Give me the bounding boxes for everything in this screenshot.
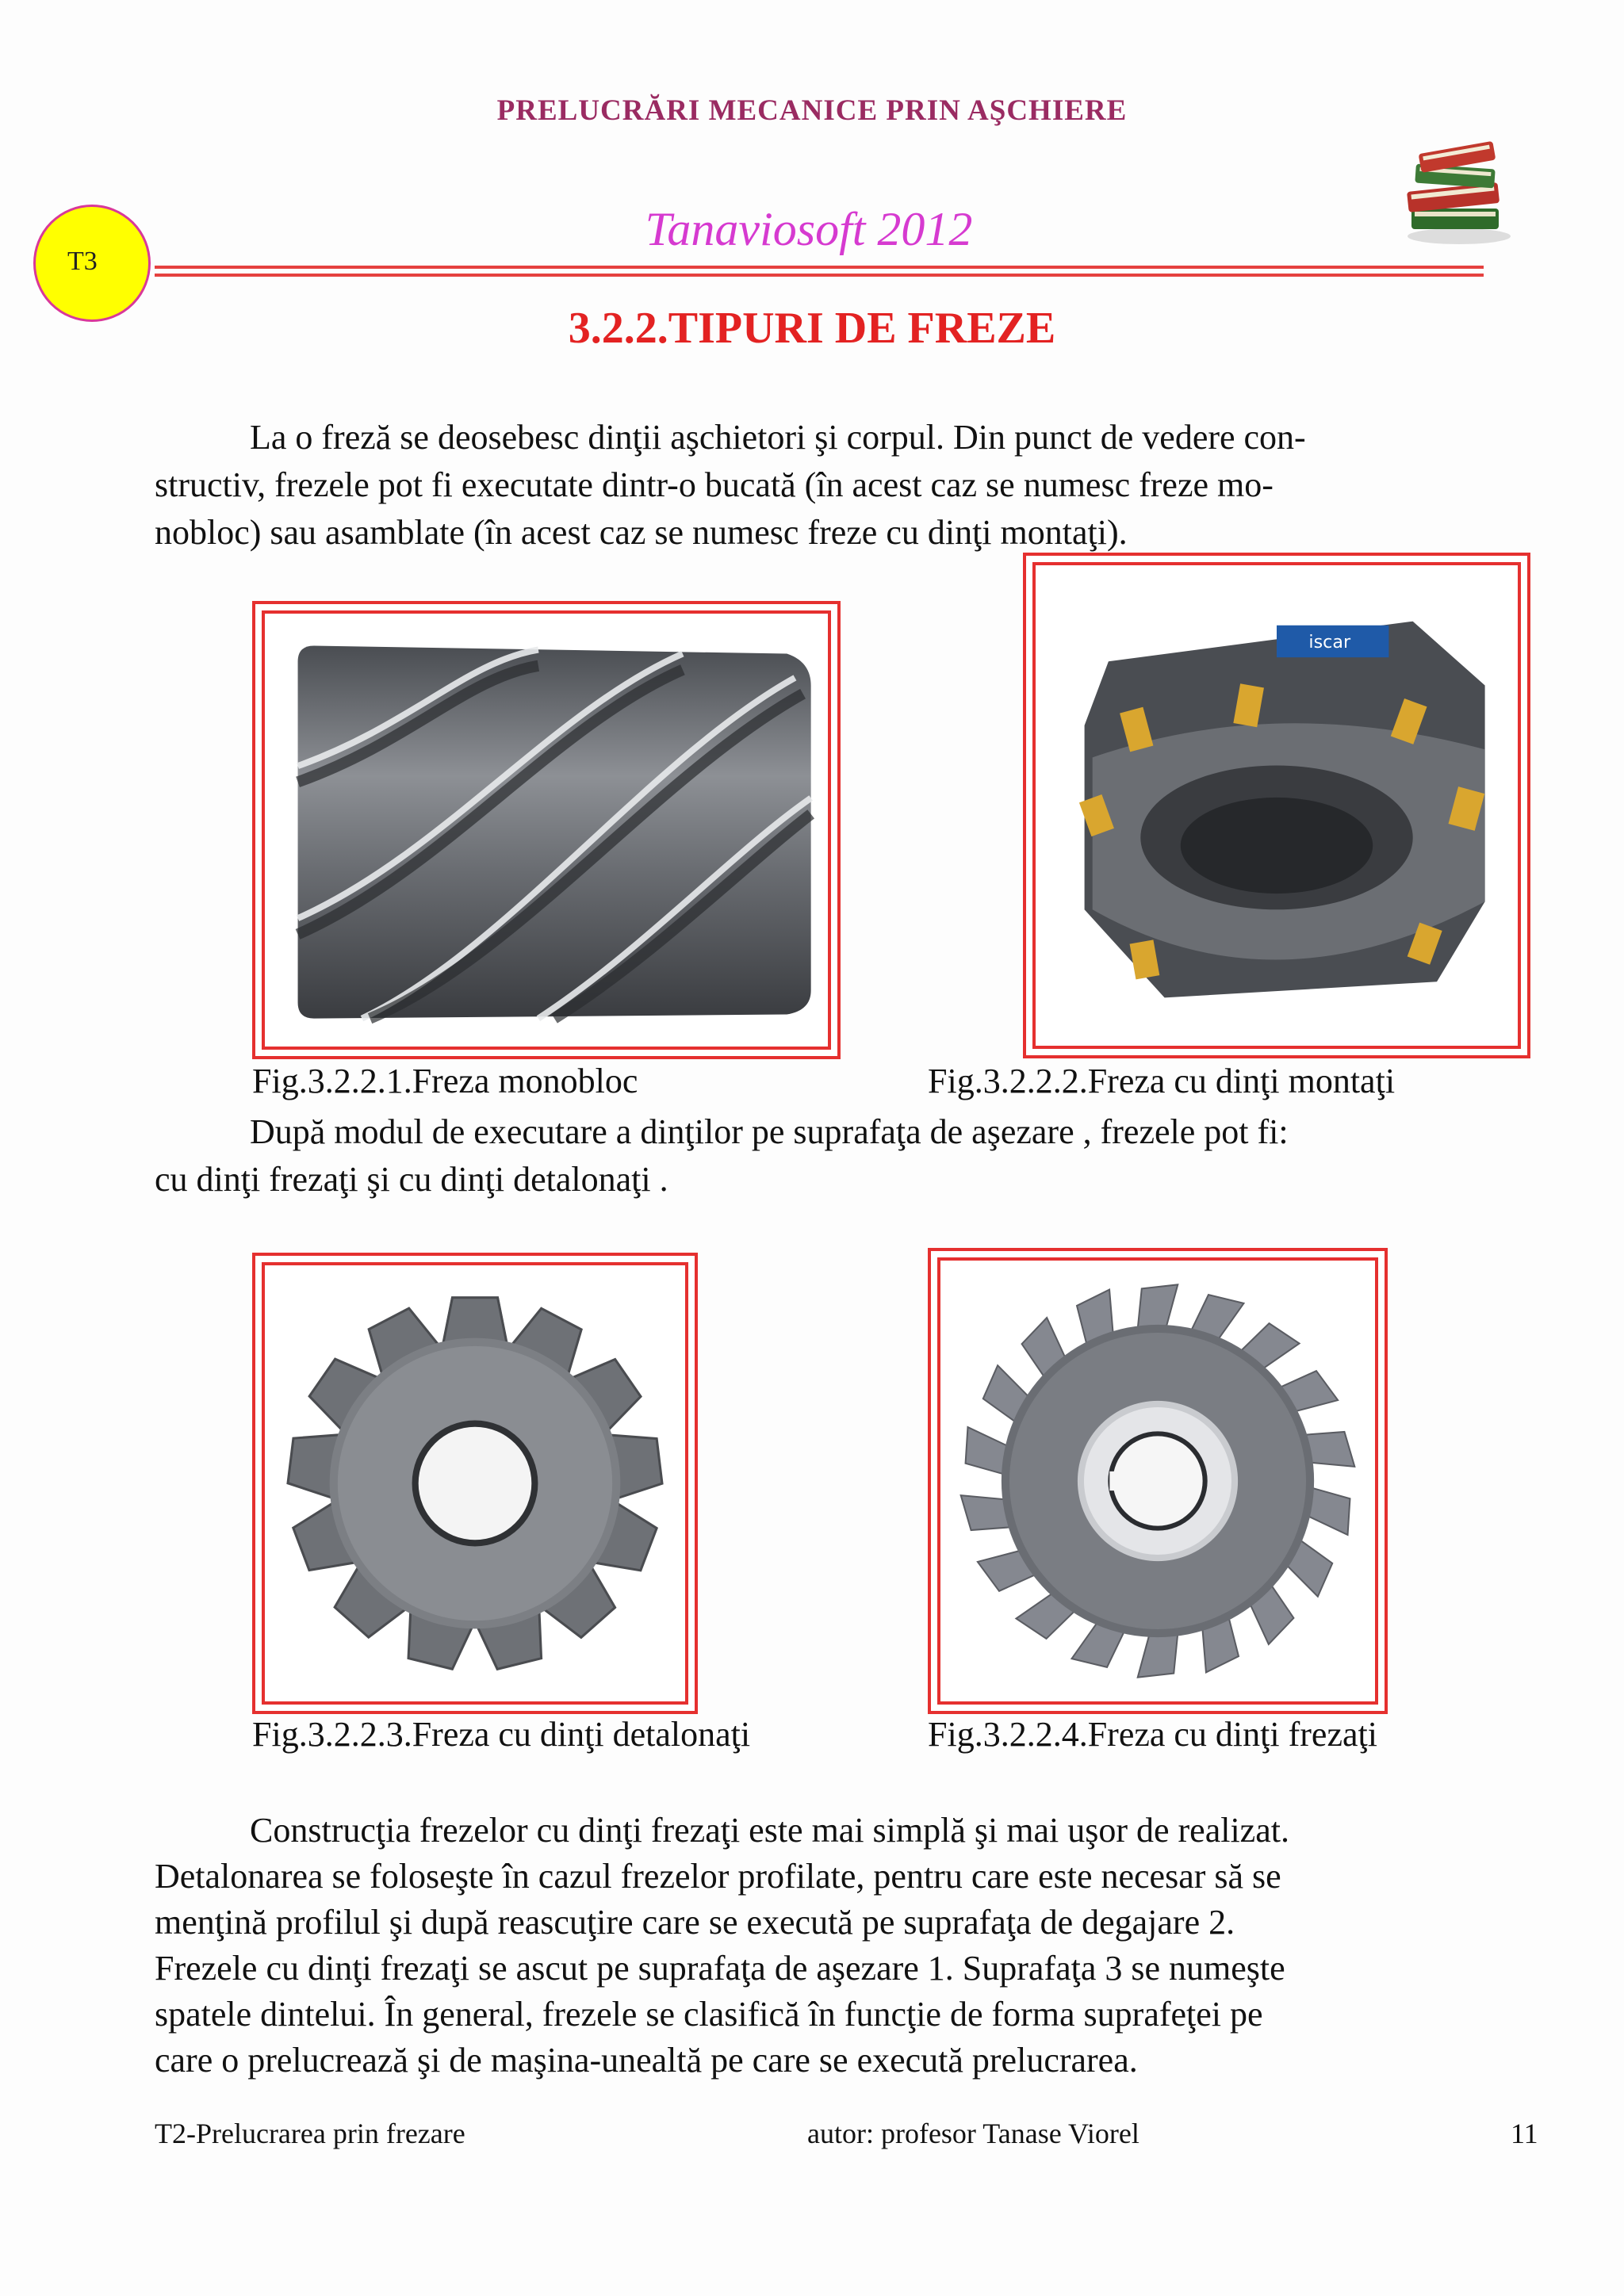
header-rule-bottom	[155, 274, 1484, 277]
helical-mill-icon	[265, 614, 828, 1047]
intro-paragraph	[155, 414, 1519, 557]
figure-2-frame	[1023, 553, 1530, 1058]
final-line: care o prelucrează şi de maşina-unealtă pe care se execută prelucrarea.	[155, 2041, 1138, 2080]
final-paragraph	[155, 1808, 1519, 2084]
running-title: PRELUCRĂRI MECANICE PRIN AŞCHIERE	[496, 94, 1128, 127]
brand-title: Tanaviosoft 2012	[645, 203, 973, 255]
side-milling-cutter-icon	[940, 1261, 1375, 1701]
final-line: Frezele cu dinţi frezaţi se ascut pe suprafaţa de aşezare 1. Suprafaţa 3 se numeşte	[155, 1949, 1285, 1988]
figure-1-frame	[252, 601, 841, 1059]
figure-3-frame	[252, 1253, 698, 1714]
final-line: spatele dintelui. În general, frezele se clasifică în funcţie de forma suprafeţei pe	[155, 1995, 1263, 2034]
figure-1-caption: Fig.3.2.2.1.Freza monobloc	[252, 1062, 638, 1100]
header-rule-top	[155, 266, 1484, 269]
footer-left: T2-Prelucrarea prin frezare	[155, 2118, 465, 2149]
final-line: menţină profilul şi după reascuţire care se execută pe suprafaţa de degajare 2.	[155, 1903, 1235, 1942]
middle-line: cu dinţi frezaţi şi cu dinţi detalonaţi .	[155, 1160, 668, 1199]
form-relieved-cutter-icon	[265, 1265, 685, 1701]
figure-3-caption: Fig.3.2.2.3.Freza cu dinţi detalonaţi	[252, 1715, 751, 1754]
iscar-logo: iscar	[1308, 632, 1351, 653]
page-number: 11	[1511, 2118, 1538, 2149]
intro-line: La o freză se deosebesc dinţii aşchietori şi corpul. Din punct de vedere con-	[250, 418, 1306, 457]
figure-4-frame	[928, 1248, 1388, 1714]
section-title: 3.2.2.TIPURI DE FREZE	[568, 304, 1056, 353]
face-mill-icon	[1036, 565, 1518, 1046]
final-line: Construcţia frezelor cu dinţi frezaţi este mai simplă şi mai uşor de realizat.	[250, 1811, 1289, 1850]
middle-line: După modul de executare a dinţilor pe suprafaţa de aşezare , frezele pot fi:	[250, 1112, 1289, 1151]
topic-badge-label: T3	[67, 247, 98, 276]
final-line: Detalonarea se foloseşte în cazul frezelor profilate, pentru care este necesar să se	[155, 1857, 1281, 1896]
intro-line: structiv, frezele pot fi executate dintr-o bucată (în acest caz se numesc freze mo-	[155, 465, 1274, 504]
intro-line: nobloc) sau asamblate (în acest caz se numesc freze cu dinţi montaţi).	[155, 513, 1128, 552]
figure-4-caption: Fig.3.2.2.4.Freza cu dinţi frezaţi	[928, 1715, 1377, 1754]
figure-2-caption: Fig.3.2.2.2.Freza cu dinţi montaţi	[928, 1062, 1396, 1100]
footer-author: autor: profesor Tanase Viorel	[807, 2118, 1139, 2149]
middle-paragraph	[155, 1108, 1519, 1203]
